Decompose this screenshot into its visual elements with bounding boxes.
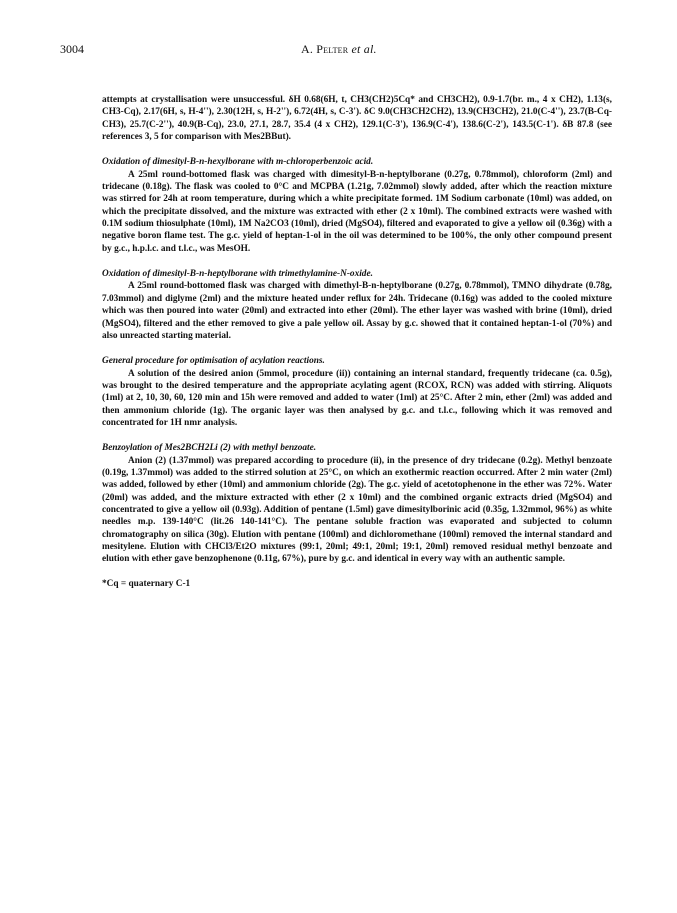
- paragraph-intro: attempts at crystallisation were unsuccessful. δH 0.68(6H, t, CH3(CH2)5Cq* and CH3CH2), 0.9-1.7(br. m., 4 x CH2), 1.13(s, CH3-Cq), 2.17(6H, s, H-4''), 2.30(12H, s, H-2''), 6.72(4H, s, C-3'). δC 9.0(CH3CH2CH2), 13.9(CH3CH2), 21.0(C-4''), 23.7(B-Cq-CH3), 25.7(C-2''), 40.9(B-Cq), 23.0, 27.1, 28.7, 35.4 (4 x CH2), 129.1(C-3'), 136.9(C-4'), 138.6(C-2'), 143.5(C-1'). δB 87.8 (see references 3, 5 for comparison with Mes2BBut).: [102, 95, 612, 143]
- section-heading-benzoylation: Benzoylation of Mes2BCH2Li (2) with methyl benzoate.: [102, 443, 317, 454]
- section-heading-tmno-oxidation: Oxidation of dimesityl-B-n-heptylborane with trimethylamine-N-oxide.: [102, 269, 373, 280]
- running-head-etal: et al.: [351, 42, 377, 56]
- section-heading-mcpba-oxidation: Oxidation of dimesityl-B-n-hexylborane with m-chloroperbenzoic acid.: [102, 157, 374, 168]
- footnote: *Cq = quaternary C-1: [102, 578, 191, 589]
- paragraph-acylation-procedure: A solution of the desired anion (5mmol, procedure (ii)) containing an internal standard, frequently tridecane (ca. 0.5g), was brought to the desired temperature and the appropriate acylating agent (RCOX, RCN) was added with stirring. Aliquots (1ml) at 2, 10, 30, 60, 120 min and 15h were removed and added to water (1ml) at 25°C. After 2 min, ether (2ml) was added and then ammonium chloride (1g). The organic layer was then analysed by g.c. and t.l.c., following which it was removed and concentrated for 1H nmr analysis.: [102, 368, 612, 428]
- running-head-author: A. Pelter: [301, 42, 349, 56]
- paragraph-mcpba-procedure: A 25ml round-bottomed flask was charged with dimesityl-B-n-heptylborane (0.27g, 0.78mmol), chloroform (2ml) and tridecane (0.18g). The flask was cooled to 0°C and MCPBA (1.21g, 7.02mmol) slowly added, after which the reaction mixture was stirred for 24h at room temperature, during which a white precipitate formed. 1M Sodium carbonate (10ml) was added, on which the precipitate dissolved, and the mixture was extracted with ether (2 x 10ml). The combined extracts were washed with 0.1M sodium thiosulphate (10ml), 1M Na2CO3 (10ml), dried (MgSO4), filtered and evaporated to give a yellow oil (0.36g) with a negative boron flame test. The g.c. yield of heptan-1-ol in the oil was determined to be 100%, the only other compound present by g.c., h.p.l.c. and t.l.c., was MesOH.: [102, 169, 612, 254]
- page-number: 3004: [60, 42, 84, 56]
- paragraph-benzoylation-procedure: Anion (2) (1.37mmol) was prepared according to procedure (ii), in the presence of dry tridecane (0.2g). Methyl benzoate (0.19g, 1.37mmol) was added to the stirred solution at 25°C, on which an exothermic reaction occurred. After 2 min water (2ml) was added, followed by ether (10ml) and ammonium chloride (2g). The g.c. yield of acetotophenone in the ether was 72%. Water (20ml) was added, and the mixture extracted with ether (2 x 10ml) and the combined organic extracts dried (MgSO4) and concentrated to give a yellow oil (0.93g). Addition of pentane (1.5ml) gave dimesitylborinic acid (0.35g, 1.32mmol, 96%) as white needles m.p. 139-140°C (lit.26 140-141°C). The pentane soluble fraction was evaporated and subjected to column chromatography on silica (30g). Elution with pentane (100ml) and dichloromethane (100ml) removed the internal standard and mesitylene. Elution with CHCl3/Et2O mixtures (99:1, 20ml; 49:1, 20ml; 19:1, 20ml) removed residual methyl benzoate and elution with ether gave benzophenone (0.11g, 67%), pure by g.c. and identical in every way with an authentic sample.: [102, 455, 612, 565]
- section-heading-acylation: General procedure for optimisation of acylation reactions.: [102, 356, 325, 367]
- body-text: [102, 94, 612, 590]
- paragraph-tmno-procedure: A 25ml round-bottomed flask was charged with dimethyl-B-n-heptylborane (0.27g, 0.78mmol), TMNO dihydrate (0.78g, 7.03mmol) and diglyme (2ml) and the mixture heated under reflux for 24h. Tridecane (0.16g) was added to the cooled mixture which was then poured into water (20ml) and extracted into ether (20ml). The ether layer was washed with brine (10ml), dried (MgSO4), filtered and the ether removed to give a pale yellow oil. Assay by g.c. showed that it contained heptan-1-ol (70%) and also unreacted starting material.: [102, 281, 612, 341]
- running-head: [301, 42, 377, 57]
